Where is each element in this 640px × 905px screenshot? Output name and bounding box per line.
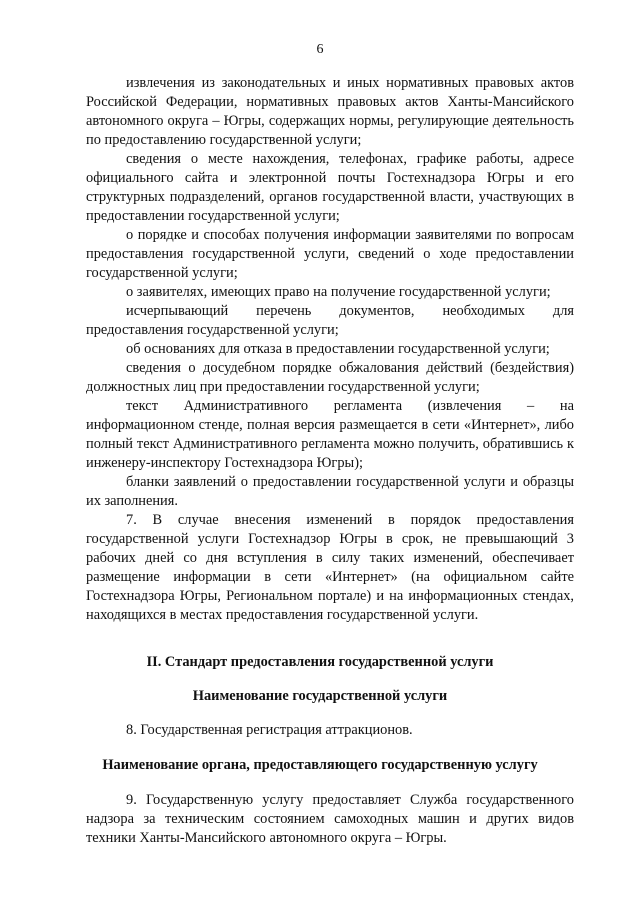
paragraph: текст Административного регламента (извлечения – на информационном стенде, полная версия размещается в сети «Интернет», либо полный текст Административного регламента можно получить, обратившись к инженеру-инспектору Гостехнадзора Югры); <box>86 398 574 471</box>
paragraph-item-7: 7. В случае внесения изменений в порядок предоставления государственной услуги Гостехнадзор Югры в срок, не превышающий 3 рабочих дней со дня вступления в силу таких изменений, обеспечивает размещение информации в сети «Интернет» (на официальном сайте Гостехнадзора Югры, Региональном портале) и на информационных стендах, находящихся в местах предоставления государственной услуги. <box>86 512 574 623</box>
paragraph: о заявителях, имеющих право на получение государственной услуги; <box>126 284 551 300</box>
paragraph: извлечения из законодательных и иных нормативных правовых актов Российской Федерации, нормативных правовых актов Ханты-Мансийского автономного округа – Югры, содержащих нормы, регулирующие деятельность по предоставлению государственной услуги; <box>86 75 574 148</box>
paragraph: исчерпывающий перечень документов, необходимых для предоставления государственной услуги; <box>86 303 574 338</box>
page-number: 6 <box>316 42 324 57</box>
paragraph: сведения о досудебном порядке обжалования действий (бездействия) должностных лиц при предоставлении государственной услуги; <box>86 360 574 395</box>
item-8-block <box>86 721 574 740</box>
paragraph: об основаниях для отказа в предоставлении государственной услуги; <box>126 341 550 357</box>
paragraph: о порядке и способах получения информации заявителями по вопросам предоставления государственной услуги, сведений о ходе предоставлении государственной услуги; <box>86 227 574 281</box>
info-list <box>86 74 574 625</box>
subheading-service-name: Наименование государственной услуги <box>192 688 448 704</box>
item-9-block <box>86 791 574 848</box>
subheading-authority: Наименование органа, предоставляющего государственную услугу <box>102 757 538 773</box>
paragraph: сведения о месте нахождения, телефонах, графике работы, адресе официального сайта и электронной почты Гостехнадзора Югры и его структурных подразделений, органов государственной власти, участвующих в предоставлении государственной услуги; <box>86 151 574 224</box>
section-heading: II. Стандарт предоставления государственной услуги <box>146 654 494 670</box>
item-9: 9. Государственную услугу предоставляет Служба государственного надзора за техническим состоянием самоходных машин и других видов техники Ханты-Мансийского автономного округа – Югры. <box>86 792 574 846</box>
item-8: 8. Государственная регистрация аттракционов. <box>126 722 413 738</box>
paragraph: бланки заявлений о предоставлении государственной услуги и образцы их заполнения. <box>86 474 574 509</box>
